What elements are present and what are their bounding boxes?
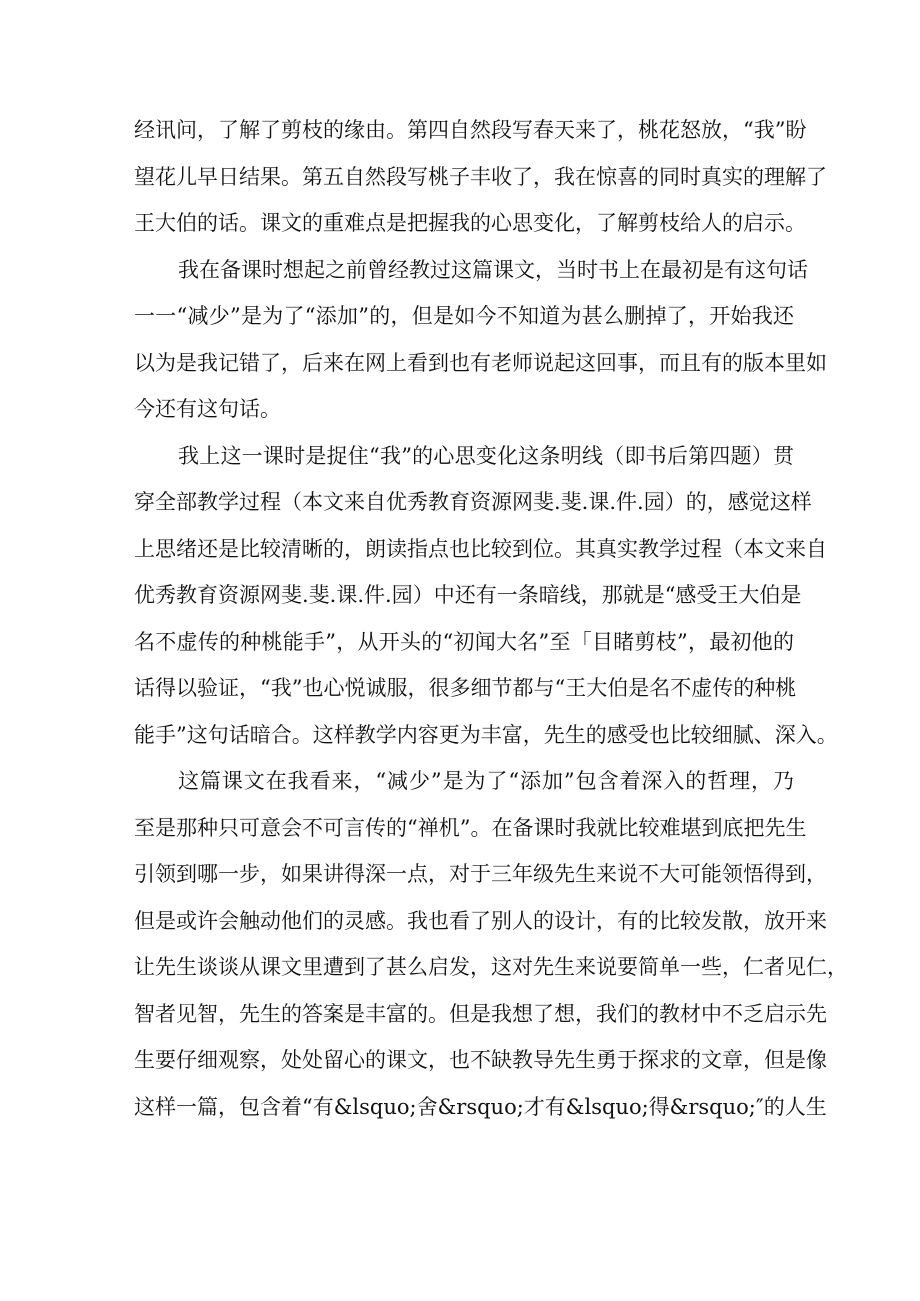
- paragraph-line: 一一“减少”是为了“添加”的，但是如今不知道为甚么删掉了，开始我还: [134, 304, 794, 328]
- paragraph-line: 话得以验证，“我”也心悦诚服，很多细节都与“王大伯是名不虚传的种桃: [134, 676, 797, 700]
- paragraph-line: 王大伯的话。课文的重难点是把握我的心思变化，了解剪枝给人的启示。: [134, 211, 806, 235]
- paragraph-line: 我上这一课时是捉住“我”的心思变化这条明线（即书后第四题）贯: [178, 443, 794, 468]
- paragraph-line: 望花儿早日结果。第五自然段写桃子丰收了，我在惊喜的同时真实的理解了: [134, 164, 827, 189]
- document-body: [134, 114, 848, 1137]
- paragraph-line: 智者见智，先生的答案是丰富的。但是我想了想，我们的教材中不乏启示先: [134, 1001, 827, 1026]
- paragraph-line: 名不虚传的种桃能手”，从开头的“初闻大名”至「目睹剪枝”，最初他的: [134, 629, 794, 654]
- paragraph-line: 生要仔细观察，处处留心的课文，也不缺教导先生勇于探求的文章，但是像: [134, 1048, 827, 1072]
- paragraph-line: 经讯问，了解了剪枝的缘由。第四自然段写春天来了，桃花怒放，“我”盼: [134, 118, 807, 142]
- paragraph-line: 以为是我记错了，后来在网上看到也有老师说起这回事，而且有的版本里如: [134, 350, 827, 375]
- paragraph-line: 这篇课文在我看来，“减少”是为了“添加”包含着深入的哲理，乃: [178, 769, 794, 793]
- paragraph-line: 至是那种只可意会不可言传的“禅机”。在备课时我就比较难堪到底把先生: [134, 815, 807, 840]
- paragraph-line: 但是或许会触动他们的灵感。我也看了别人的设计，有的比较发散，放开来: [134, 908, 827, 933]
- paragraph-line: 优秀教育资源网斐.斐.课.件.园）中还有一条暗线，那就是“感受王大伯是: [134, 583, 802, 607]
- paragraph-line: 穿全部教学过程（本文来自优秀教育资源网斐.斐.课.件.园）的，感觉这样: [134, 490, 812, 514]
- paragraph-line: 让先生谈谈从课文里遭到了甚么启发，这对先生来说要简单一些，仁者见仁，: [134, 955, 848, 979]
- paragraph-line: 上思绪还是比较清晰的，朗读指点也比较到位。其真实教学过程（本文来自: [134, 536, 827, 561]
- paragraph-line: 能手”这句话暗合。这样教学内容更为丰富，先生的感受也比较细腻、深入。: [134, 722, 838, 747]
- paragraph-line: 我在备课时想起之前曾经教过这篇课文，当时书上在最初是有这句话: [178, 257, 808, 282]
- paragraph-line: 引领到哪一步，如果讲得深一点，对于三年级先生来说不大可能领悟得到，: [134, 862, 827, 886]
- paragraph-line: 这样一篇，包含着“有&lsquo;舍&rsquo;才有&lsquo;得&rsquo;″的人生: [134, 1094, 827, 1119]
- paragraph-line: 今还有这句话。: [134, 397, 281, 421]
